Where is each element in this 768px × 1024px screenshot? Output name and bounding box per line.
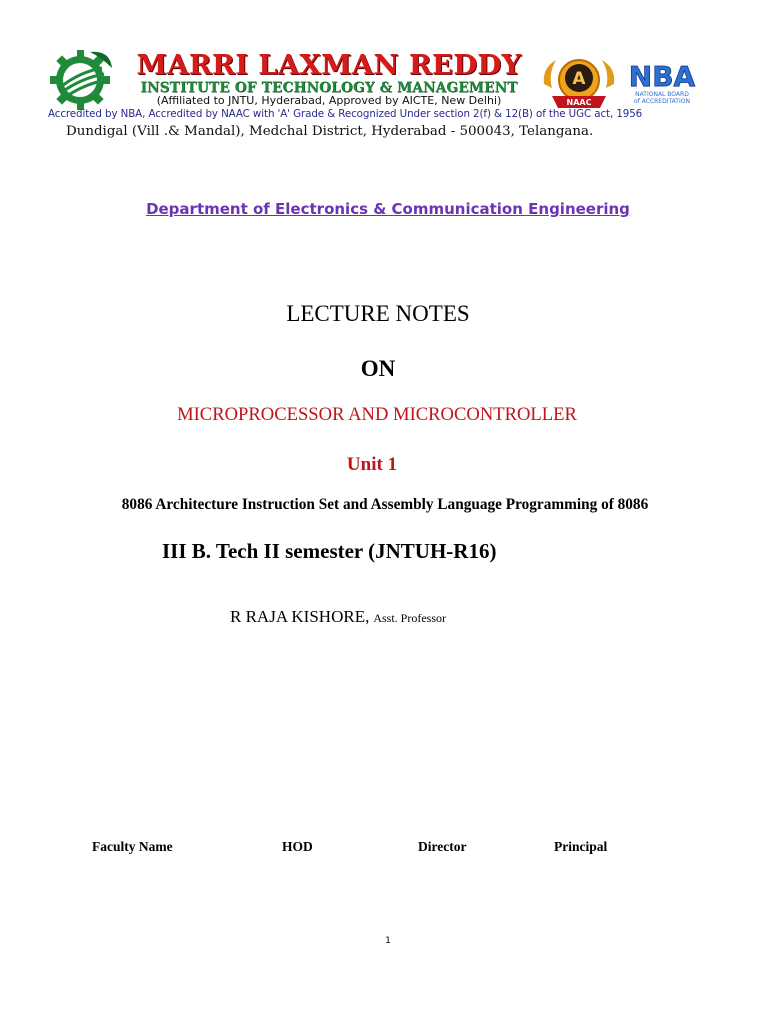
lecture-notes-heading: LECTURE NOTES — [286, 301, 470, 326]
naac-a-grade-logo-icon — [538, 54, 620, 114]
nba-caption-line2: of ACCREDITATION — [634, 98, 690, 105]
accreditation-text: Accredited by NBA, Accredited by NAAC with 'A' Grade & Recognized Under section 2(f) & 12(B) of the UGC act, 1956 — [48, 108, 643, 120]
author-name: R RAJA KISHORE, — [230, 607, 370, 626]
nba-letters: NBA — [628, 60, 696, 93]
affiliation-text: (Affiliated to JNTU, Hyderabad, Approved by AICTE, New Delhi) — [156, 94, 502, 107]
page-number: 1 — [385, 936, 391, 946]
signature-faculty-name: Faculty Name — [92, 839, 173, 854]
naac-caption: NAAC — [566, 98, 592, 107]
nba-caption-line1: NATIONAL BOARD — [635, 91, 689, 98]
signature-principal: Principal — [554, 839, 608, 854]
institute-name: MARRI LAXMAN REDDY — [136, 49, 522, 81]
signature-director: Director — [418, 839, 467, 854]
author-role: Asst. Professor — [373, 611, 447, 625]
institute-subtitle: INSTITUTE OF TECHNOLOGY & MANAGEMENT — [140, 80, 518, 96]
college-gear-logo-icon — [50, 46, 114, 112]
signature-hod: HOD — [282, 839, 313, 854]
on-heading: ON — [360, 356, 396, 381]
naac-grade-letter: A — [572, 69, 586, 89]
subject-title: MICROPROCESSOR AND MICROCONTROLLER — [177, 404, 577, 425]
unit-title: Unit 1 — [346, 454, 398, 475]
topic-title: 8086 Architecture Instruction Set and Assembly Language Programming of 8086 — [121, 496, 649, 513]
semester-title: III B. Tech II semester (JNTUH-R16) — [162, 539, 497, 563]
nba-logo-icon — [626, 56, 700, 106]
department-title: Department of Electronics & Communication Engineering — [146, 200, 630, 218]
author-line — [230, 605, 630, 630]
address-text: Dundigal (Vill .& Mandal), Medchal District, Hyderabad - 500043, Telangana. — [66, 124, 594, 139]
